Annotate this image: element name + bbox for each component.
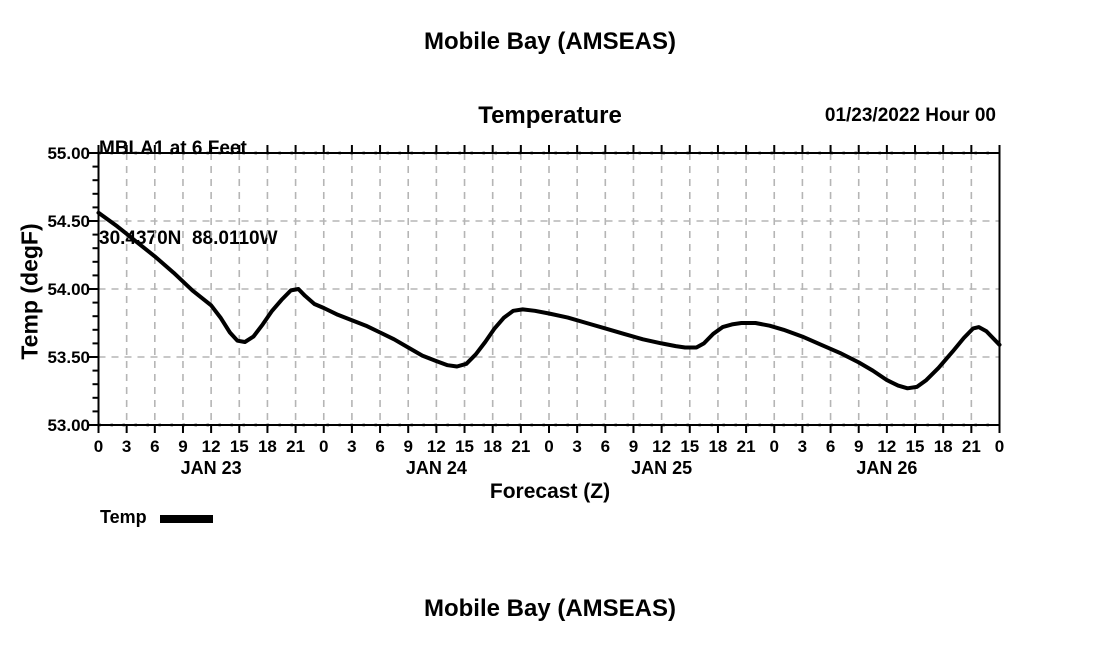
x-tick-label: 0 [319, 437, 329, 456]
x-tick-label: 15 [229, 437, 249, 456]
y-axis-label: Temp (degF) [16, 223, 43, 360]
x-tick-label: 21 [286, 437, 306, 456]
x-tick-label: 0 [769, 437, 779, 456]
x-tick-label: 0 [994, 437, 1005, 456]
x-tick-label: 18 [483, 437, 503, 456]
model-run-time: 01/23/2022 Hour 00 [824, 105, 996, 126]
x-tick-label: 15 [905, 437, 925, 456]
station-name: MBLA1 at 6 Feet [99, 138, 247, 159]
x-tick-label: 12 [201, 437, 221, 456]
x-tick-label: 21 [736, 437, 756, 456]
x-tick-label: 6 [375, 437, 385, 456]
legend-line-swatch [160, 515, 213, 523]
y-tick-label: 55.00 [47, 144, 90, 163]
x-tick-label: 18 [933, 437, 953, 456]
x-tick-label: 15 [680, 437, 700, 456]
x-tick-label: 3 [347, 437, 357, 456]
page-title: Mobile Bay (AMSEAS) [423, 28, 677, 55]
legend-label: Temp [100, 507, 147, 527]
y-tick-label: 54.50 [47, 212, 90, 231]
x-tick-label: 6 [825, 437, 836, 456]
x-tick-label: 9 [403, 437, 413, 456]
day-label: JAN 23 [180, 458, 242, 478]
x-axis-label: Forecast (Z) [489, 480, 611, 503]
x-tick-label: 15 [455, 437, 474, 456]
legend [100, 507, 213, 528]
x-tick-label: 6 [150, 437, 160, 456]
x-tick-label: 12 [652, 437, 672, 456]
day-label: JAN 25 [631, 458, 693, 478]
x-tick-label: 18 [708, 437, 728, 456]
x-tick-label: 21 [961, 437, 981, 456]
y-tick-label: 53.50 [47, 348, 90, 367]
x-tick-label: 9 [628, 437, 639, 456]
x-tick-label: 9 [853, 437, 864, 456]
station-coordinates: 30.4370N 88.0110W [99, 228, 278, 249]
x-tick-label: 0 [544, 437, 554, 456]
x-tick-label: 3 [121, 437, 132, 456]
x-tick-label: 18 [257, 437, 277, 456]
x-tick-label: 3 [797, 437, 808, 456]
x-tick-label: 9 [178, 437, 188, 456]
x-tick-label: 21 [511, 437, 531, 456]
x-tick-label: 12 [426, 437, 446, 456]
footer-title: Mobile Bay (AMSEAS) [423, 595, 677, 622]
y-tick-label: 54.00 [47, 280, 90, 299]
x-tick-label: 6 [600, 437, 611, 456]
y-tick-label: 53.00 [47, 416, 90, 435]
day-label: JAN 24 [405, 458, 467, 478]
x-tick-label: 0 [93, 437, 104, 456]
plot-title: Temperature [478, 102, 622, 129]
x-tick-label: 3 [572, 437, 582, 456]
day-label: JAN 26 [856, 458, 918, 478]
x-tick-label: 12 [877, 437, 897, 456]
